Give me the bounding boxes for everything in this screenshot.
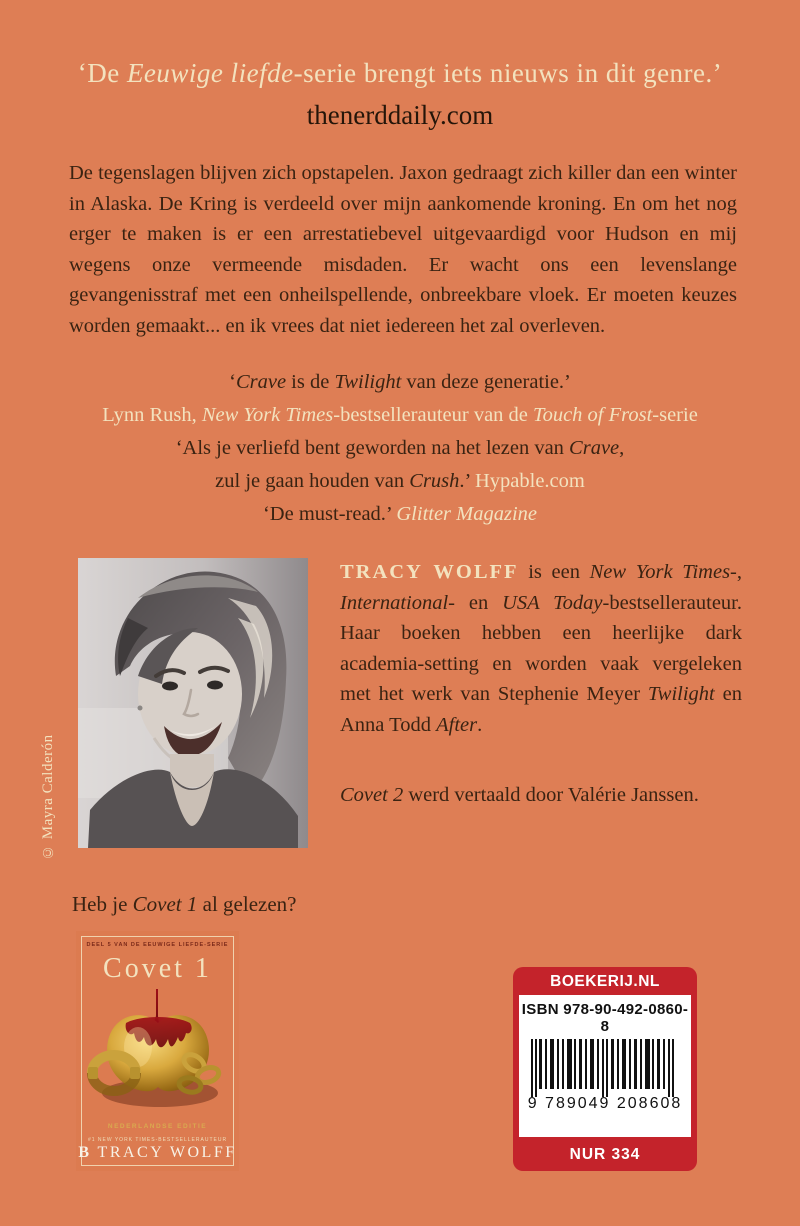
translation-credit: Covet 2 werd vertaald door Valérie Janssen. — [340, 784, 699, 806]
author-portrait-image — [78, 558, 308, 848]
press-quote-line: ‘De must-read.’ Glitter Magazine — [262, 503, 538, 525]
isbn-text: ISBN 978-90-492-0860-8 — [521, 1001, 689, 1035]
barcode-bars — [529, 1039, 681, 1097]
top-quote-text: ‘De Eeuwige liefde-serie brengt iets nieuws in dit genre.’ — [77, 58, 723, 88]
boekerij-logo: B — [78, 1144, 92, 1161]
top-quote — [0, 58, 800, 131]
top-quote-source: thenerddaily.com — [306, 100, 494, 130]
cover-title: Covet 1 — [103, 953, 212, 984]
teaser-question: Heb je Covet 1 al gelezen? — [72, 892, 297, 916]
nur-code: NUR 334 — [569, 1146, 641, 1163]
cover-edition-line: NEDERLANDSE EDITIE — [107, 1123, 208, 1130]
author-photo — [78, 558, 308, 848]
publisher-url: BOEKERIJ.NL — [550, 973, 660, 990]
author-bio: TRACY WOLFF is een New York Times-, International- en USA Today-bestsellerauteur. Haar boeken hebben een heerlijke dark academia-setting en worden vaak vergeleken met het werk van Stephenie Meyer Twilight en Anna Todd After. — [340, 561, 742, 736]
press-quote-attribution: Lynn Rush, New York Times-bestsellerauteur van de Touch of Frost-serie — [102, 404, 698, 426]
cover-author-name: B TRACY WOLFF — [78, 1144, 237, 1161]
press-quotes — [0, 366, 800, 531]
golden-apple-artwork — [86, 989, 229, 1111]
barcode-block — [513, 967, 697, 1171]
press-quote-line: zul je gaan houden van Crush.’ Hypable.com — [215, 470, 585, 492]
cover-series-line: DEEL 5 VAN DE EEUWIGE LIEFDE-SERIE — [86, 942, 229, 948]
cover-bestseller-line: #1 NEW YORK TIMES-BESTSELLERAUTEUR — [87, 1137, 228, 1143]
press-quote-line: ‘Crave is de Twilight van deze generatie.’ — [229, 371, 571, 393]
barcode-panel — [519, 995, 691, 1137]
synopsis-text: De tegenslagen blijven zich opstapelen. Jaxon gedraagt zich killer dan een winter in Alaska. De Kring is verdeeld over mijn aankomende kroning. En om het nog erger te maken is er een arrestatiebevel uitgevaardigd voor Hudson en mij wegens onze vermeende misdaden. Er wacht ons een levenslange gevangenisstraf met een onheilspellende, onbreekbare vloek. Er moeten keuzes worden gemaakt... en ik vrees dat niet iedereen het zal overleven. — [69, 162, 737, 337]
photo-credit: © Mayra Calderón — [40, 734, 56, 860]
press-quote-line: ‘Als je verliefd bent geworden na het lezen van Crave, — [175, 437, 625, 459]
isbn-digits: 9 789049 208608 — [527, 1095, 683, 1112]
covet1-cover-thumbnail — [76, 931, 239, 1171]
